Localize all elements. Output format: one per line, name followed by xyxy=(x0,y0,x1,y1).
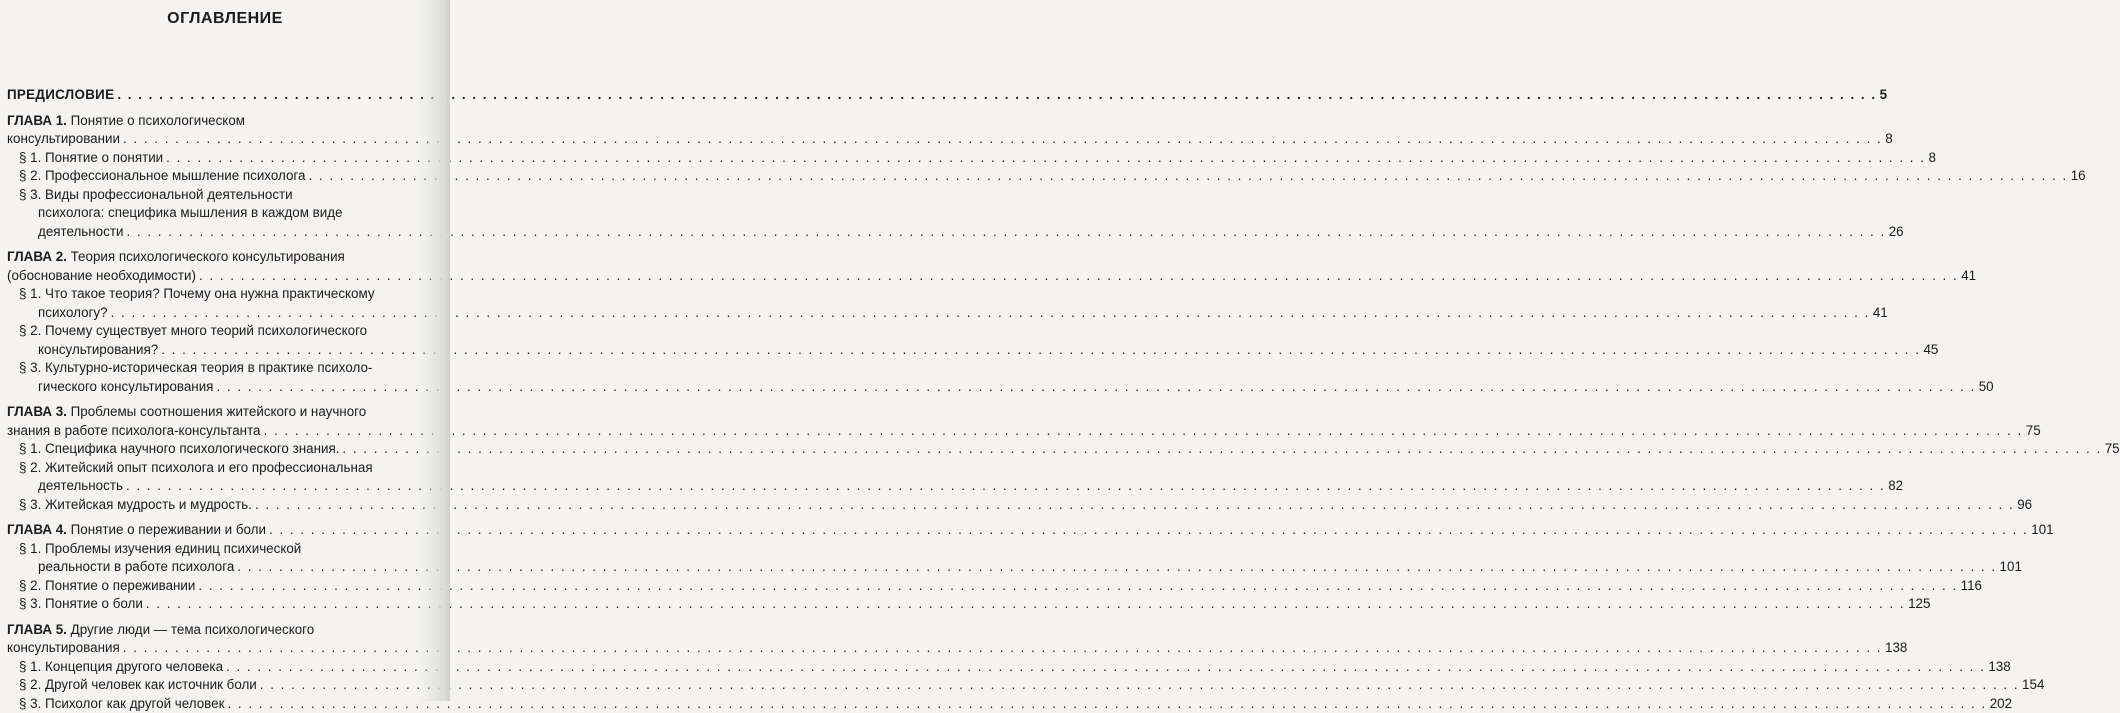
leader-dots xyxy=(123,639,1882,658)
section-text: деятельность xyxy=(38,477,123,496)
chapter-page: 138 xyxy=(1885,639,1907,658)
chapter-text xyxy=(7,113,245,128)
chapter-line xyxy=(7,621,425,640)
section-page: 138 xyxy=(1988,658,2010,677)
toc-entry-section[interactable] xyxy=(7,285,425,322)
section-line xyxy=(19,304,425,323)
chapter-line xyxy=(7,112,425,131)
chapter-text xyxy=(7,130,120,149)
section-line xyxy=(19,223,425,242)
leader-dots xyxy=(264,422,2023,441)
section-line xyxy=(19,577,425,596)
section-line xyxy=(19,459,425,478)
chapter-title-text: (обоснование необходимости) xyxy=(7,268,196,283)
chapter-line xyxy=(7,639,425,658)
preface-label: ПРЕДИСЛОВИЕ xyxy=(7,86,114,105)
section-text: § 3. Психолог как другой человек xyxy=(19,695,224,713)
section-text: консультирования? xyxy=(38,341,158,360)
section-line xyxy=(19,477,425,496)
page-title: ОГЛАВЛЕНИЕ xyxy=(0,10,450,28)
chapter-text xyxy=(7,267,196,286)
section-line xyxy=(19,186,425,205)
chapter-label: ГЛАВА 3. xyxy=(7,404,67,419)
section-line xyxy=(19,540,425,559)
section-text: § 3. Понятие о боли xyxy=(19,595,143,614)
section-text: § 2. Другой человек как источник боли xyxy=(19,676,257,695)
toc-entry-preface[interactable] xyxy=(7,86,425,105)
chapter-list xyxy=(7,112,425,713)
section-line xyxy=(19,204,425,223)
chapter-line xyxy=(7,248,425,267)
chapter-label: ГЛАВА 2. xyxy=(7,249,67,264)
section-text: гического консультирования xyxy=(38,378,213,397)
section-text: § 2. Житейский опыт психолога и его профессиональная xyxy=(19,460,373,475)
toc-entry-chapter-1[interactable] xyxy=(7,112,425,242)
leader-dots xyxy=(308,167,2067,186)
chapter-text xyxy=(7,249,345,264)
leader-dots xyxy=(269,521,2028,540)
section-page: 96 xyxy=(2017,496,2032,515)
chapter-page: 8 xyxy=(1885,130,1892,149)
toc-entry-section[interactable] xyxy=(7,676,425,695)
section-line xyxy=(19,378,425,397)
section-text: § 1. Понятие о понятии xyxy=(19,149,163,168)
toc-entry-chapter-5[interactable] xyxy=(7,621,425,713)
section-text: § 2. Почему существует много теорий психологического xyxy=(19,323,367,338)
chapter-title-text: консультировании xyxy=(7,131,120,146)
section-text: психолога: специфика мышления в каждом виде xyxy=(38,205,343,220)
leader-dots xyxy=(255,496,2014,515)
section-line xyxy=(19,322,425,341)
toc-entry-section[interactable] xyxy=(7,359,425,396)
section-text: реальности в работе психолога xyxy=(38,558,234,577)
section-page: 154 xyxy=(2022,676,2044,695)
section-text: § 1. Проблемы изучения единиц психической xyxy=(19,541,301,556)
section-line xyxy=(19,167,425,186)
chapter-line xyxy=(7,422,425,441)
toc-entry-section[interactable] xyxy=(7,658,425,677)
chapter-title-text: консультирования xyxy=(7,640,120,655)
toc-entry-section[interactable] xyxy=(7,186,425,242)
preface-page: 5 xyxy=(1880,86,1887,105)
section-page: 82 xyxy=(1888,477,1903,496)
toc-entry-section[interactable] xyxy=(7,149,425,168)
chapter-line xyxy=(7,521,425,540)
table-of-contents xyxy=(7,86,425,713)
section-page: 202 xyxy=(1990,695,2012,713)
chapter-page: 75 xyxy=(2026,422,2041,441)
leader-dots xyxy=(123,130,1882,149)
leader-dots xyxy=(117,86,1876,105)
toc-entry-section[interactable] xyxy=(7,322,425,359)
section-line xyxy=(19,595,425,614)
section-line xyxy=(19,149,425,168)
chapter-text xyxy=(7,422,261,441)
section-text: § 3. Житейская мудрость и мудрость. xyxy=(19,496,252,515)
leader-dots xyxy=(227,695,1986,713)
toc-entry-section[interactable] xyxy=(7,577,425,596)
section-text: § 2. Профессиональное мышление психолога xyxy=(19,167,305,186)
section-line xyxy=(19,695,425,713)
leader-dots xyxy=(342,440,2101,459)
chapter-page: 101 xyxy=(2031,521,2053,540)
section-text: § 3. Виды профессиональной деятельности xyxy=(19,187,293,202)
toc-entry-chapter-4[interactable] xyxy=(7,521,425,614)
section-page: 116 xyxy=(1961,577,1982,596)
section-page: 26 xyxy=(1889,223,1904,242)
toc-entry-section[interactable] xyxy=(7,440,425,459)
leader-dots xyxy=(126,223,1885,242)
chapter-line xyxy=(7,267,425,286)
section-text: § 2. Понятие о переживании xyxy=(19,577,195,596)
chapter-text xyxy=(7,521,266,540)
chapter-line xyxy=(7,403,425,422)
section-text: § 3. Культурно-историческая теория в практике психоло- xyxy=(19,360,372,375)
section-text: психологу? xyxy=(38,304,108,323)
section-line xyxy=(19,496,425,515)
section-text: § 1. Специфика научного психологического знания. xyxy=(19,440,339,459)
leader-dots xyxy=(199,267,1958,286)
leader-dots xyxy=(226,658,1985,677)
section-page: 125 xyxy=(1908,595,1930,614)
section-page: 75 xyxy=(2105,440,2120,459)
chapter-text xyxy=(7,639,120,658)
leader-dots xyxy=(216,378,1975,397)
chapter-text xyxy=(7,622,314,637)
chapter-title-text: Понятие о переживании и боли xyxy=(71,522,266,537)
toc-entry-section[interactable] xyxy=(7,595,425,614)
chapter-page: 41 xyxy=(1961,267,1976,286)
section-page: 50 xyxy=(1979,378,1994,397)
section-line xyxy=(19,676,425,695)
leader-dots xyxy=(198,577,1957,596)
section-page: 101 xyxy=(2000,558,2022,577)
chapter-title-text: Понятие о психологическом xyxy=(71,113,245,128)
toc-entry-section[interactable] xyxy=(7,459,425,496)
chapter-title-text: знания в работе психолога-консультанта xyxy=(7,423,261,438)
page-edge-shadow xyxy=(420,0,450,701)
toc-entry-section[interactable] xyxy=(7,540,425,577)
toc-entry-section[interactable] xyxy=(7,496,425,515)
section-text: деятельности xyxy=(38,223,123,242)
section-line xyxy=(19,359,425,378)
leader-dots xyxy=(260,676,2019,695)
chapter-label: ГЛАВА 1. xyxy=(7,113,67,128)
toc-entry-chapter-3[interactable] xyxy=(7,403,425,514)
toc-page xyxy=(0,0,450,701)
chapter-label: ГЛАВА 4. xyxy=(7,522,67,537)
section-page: 8 xyxy=(1928,149,1935,168)
leader-dots xyxy=(146,595,1905,614)
section-line xyxy=(19,341,425,360)
toc-entry-section[interactable] xyxy=(7,167,425,186)
section-line xyxy=(19,440,425,459)
toc-entry-section[interactable] xyxy=(7,695,425,713)
leader-dots xyxy=(126,477,1885,496)
section-page: 45 xyxy=(1923,341,1938,360)
chapter-text xyxy=(7,404,366,419)
section-line xyxy=(19,658,425,677)
section-page: 41 xyxy=(1873,304,1888,323)
chapter-label: ГЛАВА 5. xyxy=(7,622,67,637)
chapter-line xyxy=(7,130,425,149)
section-line xyxy=(19,558,425,577)
section-line xyxy=(19,285,425,304)
section-page: 16 xyxy=(2071,167,2086,186)
leader-dots xyxy=(237,558,1996,577)
chapter-title-text: Проблемы соотношения житейского и научного xyxy=(71,404,367,419)
section-text: § 1. Концепция другого человека xyxy=(19,658,223,677)
chapter-title-text: Другие люди — тема психологического xyxy=(71,622,315,637)
chapter-title-text: Теория психологического консультирования xyxy=(71,249,345,264)
leader-dots xyxy=(111,304,1870,323)
section-text: § 1. Что такое теория? Почему она нужна практическому xyxy=(19,286,375,301)
toc-entry-chapter-2[interactable] xyxy=(7,248,425,396)
